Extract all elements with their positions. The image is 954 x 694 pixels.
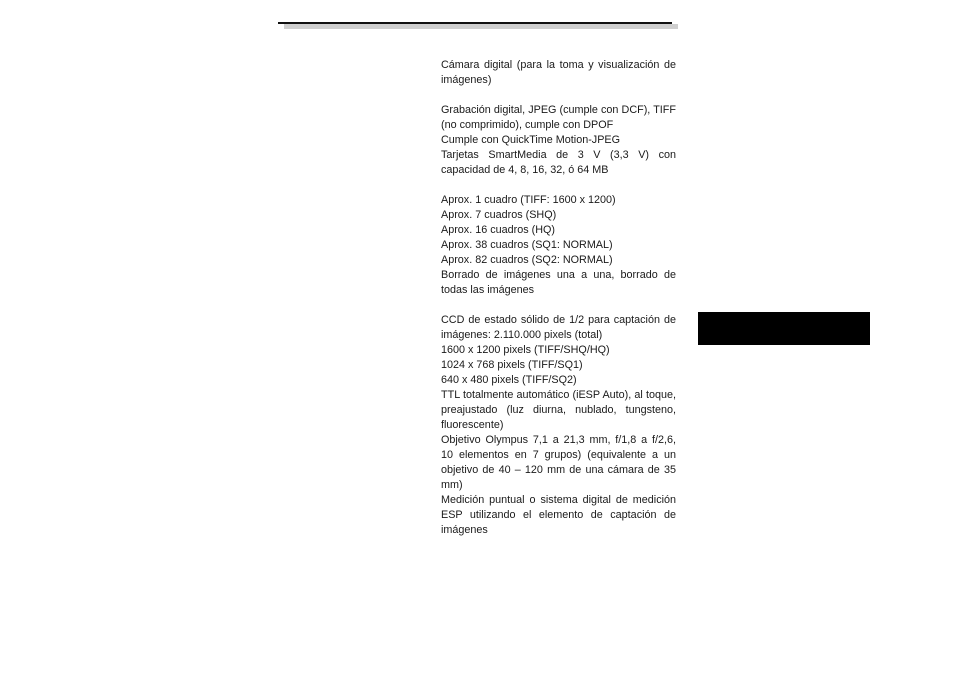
spec-line: Cámara digital (para la toma y visualización de imágenes) (441, 59, 676, 86)
spec-line: 640 x 480 pixels (TIFF/SQ2) (441, 374, 577, 386)
header-rule (278, 22, 672, 24)
section-tab-marker (698, 312, 870, 345)
spec-line: Aprox. 16 cuadros (HQ) (441, 224, 556, 236)
spec-group-sensor-and-optics (441, 313, 676, 538)
spec-line: Tarjetas SmartMedia de 3 V (3,3 V) con capacidad de 4, 8, 16, 32, ó 64 MB (441, 149, 676, 176)
spec-line: Grabación digital, JPEG (cumple con DCF), TIFF (no comprimido), cumple con DPOF (441, 104, 676, 131)
spec-group-product-type (441, 58, 676, 88)
spec-line: Aprox. 1 cuadro (TIFF: 1600 x 1200) (441, 194, 616, 206)
spec-line: Aprox. 7 cuadros (SHQ) (441, 209, 557, 221)
header-rule-shadow (284, 24, 678, 29)
spec-line: 1600 x 1200 pixels (TIFF/SHQ/HQ) (441, 344, 610, 356)
spec-line: 1024 x 768 pixels (TIFF/SQ1) (441, 359, 583, 371)
specifications-column (441, 58, 676, 538)
spec-group-storage-capacity (441, 193, 676, 298)
spec-group-recording-system (441, 103, 676, 178)
spec-line: Cumple con QuickTime Motion-JPEG (441, 134, 621, 146)
spec-line: TTL totalmente automático (iESP Auto), al toque, preajustado (luz diurna, nublado, tungsteno, fluorescente) (441, 389, 676, 431)
spec-line: Medición puntual o sistema digital de medición ESP utilizando el elemento de captación de imágenes (441, 494, 676, 536)
spec-line: Aprox. 82 cuadros (SQ2: NORMAL) (441, 254, 613, 266)
spec-line: CCD de estado sólido de 1/2 para captación de imágenes: 2.110.000 pixels (total) (441, 314, 676, 341)
spec-line: Borrado de imágenes una a una, borrado de todas las imágenes (441, 269, 676, 296)
spec-line: Aprox. 38 cuadros (SQ1: NORMAL) (441, 239, 613, 251)
spec-line: Objetivo Olympus 7,1 a 21,3 mm, f/1,8 a f/2,6, 10 elementos en 7 grupos) (equivalente a un objetivo de 40 – 120 mm de una cámara de 35 mm) (441, 434, 676, 491)
